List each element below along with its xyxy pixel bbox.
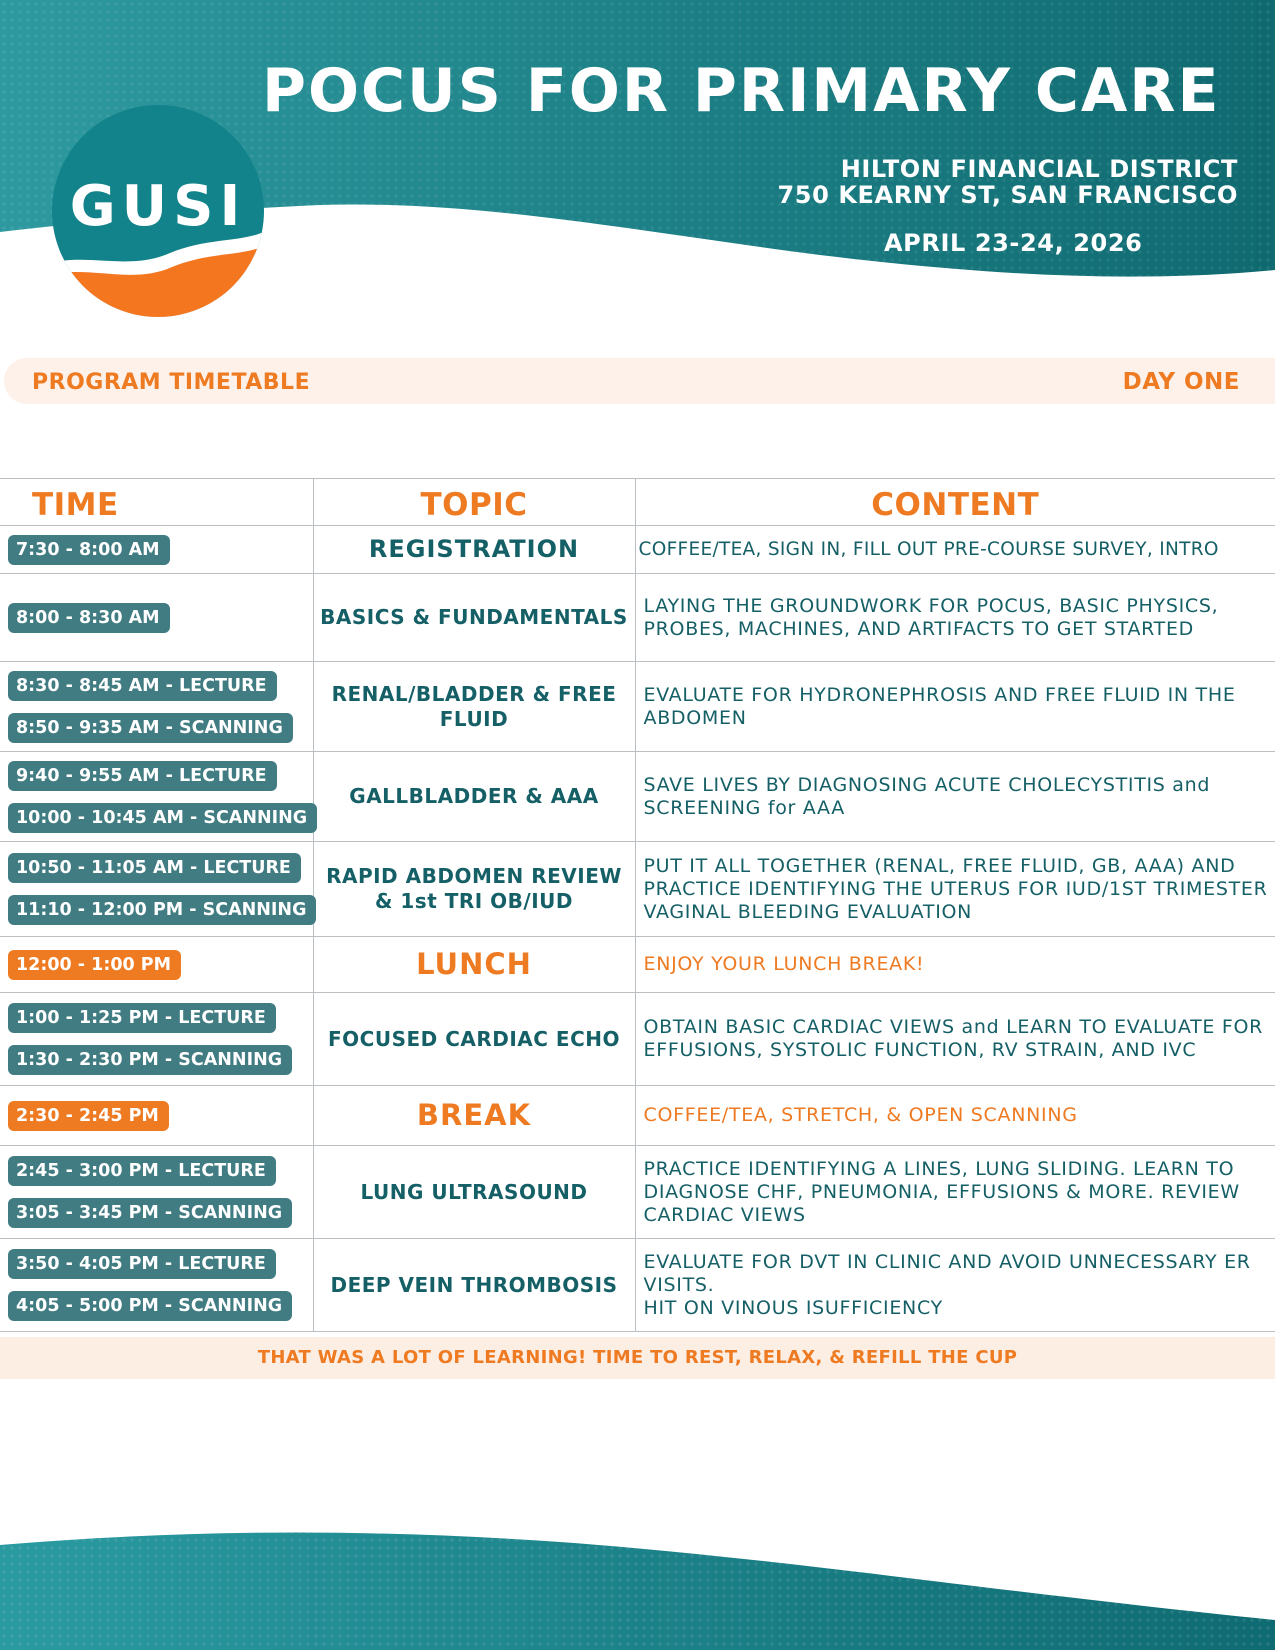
time-slot-badge: 3:05 - 3:45 PM - SCANNING [8, 1198, 292, 1228]
time-slots [8, 1246, 313, 1324]
time-slots [8, 668, 313, 746]
time-slot-badge: 3:50 - 4:05 PM - LECTURE [8, 1249, 276, 1279]
time-slot-badge: 9:40 - 9:55 AM - LECTURE [8, 761, 277, 791]
content-text: ENJOY YOUR LUNCH BREAK! [643, 953, 925, 975]
content-cell [635, 1239, 1275, 1332]
content-text: HIT ON VINOUS ISUFFICIENCY [643, 1296, 943, 1319]
header-content: CONTENT [635, 479, 1275, 526]
content-text: PRACTICE IDENTIFYING A LINES, LUNG SLIDING. LEARN TO DIAGNOSE CHF, PNEUMONIA, EFFUSIONS & MORE. REVIEW CARDIAC VIEWS [643, 1157, 1240, 1226]
content-cell [635, 1086, 1275, 1146]
time-cell [0, 574, 313, 662]
schedule-row [0, 526, 1275, 574]
time-slot-badge: 1:00 - 1:25 PM - LECTURE [8, 1003, 276, 1033]
time-slot-badge: 1:30 - 2:30 PM - SCANNING [8, 1045, 292, 1075]
schedule-row [0, 662, 1275, 752]
topic-cell: DEEP VEIN THROMBOSIS [313, 1239, 635, 1332]
topic-cell: LUNCH [313, 937, 635, 993]
schedule-row [0, 1146, 1275, 1239]
time-slot-badge: 10:00 - 10:45 AM - SCANNING [8, 803, 317, 833]
time-slot-badge: 12:00 - 1:00 PM [8, 950, 181, 980]
content-text: EVALUATE FOR DVT IN CLINIC AND AVOID UNNECESSARY ER VISITS. [643, 1250, 1251, 1296]
topic-cell: RENAL/BLADDER & FREE FLUID [313, 662, 635, 752]
time-cell [0, 842, 313, 937]
content-cell [635, 662, 1275, 752]
schedule-row [0, 993, 1275, 1086]
content-text: PUT IT ALL TOGETHER (RENAL, FREE FLUID, GB, AAA) AND PRACTICE IDENTIFYING THE UTERUS FOR IUD/1ST TRIMESTER VAGINAL BLEEDING EVALUATION [643, 854, 1268, 923]
footer-wave-background [0, 1520, 1275, 1650]
logo-text: GUSI [69, 174, 247, 239]
venue-address [777, 156, 1238, 208]
time-cell [0, 1086, 313, 1146]
time-slot-badge: 2:30 - 2:45 PM [8, 1101, 169, 1131]
topic-cell: BASICS & FUNDAMENTALS [313, 574, 635, 662]
banner-day: DAY ONE [1122, 369, 1240, 395]
page-title: POCUS FOR PRIMARY CARE [262, 56, 1221, 126]
time-slots [8, 947, 313, 983]
time-slot-badge: 8:30 - 8:45 AM - LECTURE [8, 671, 277, 701]
schedule-table [0, 478, 1275, 1332]
time-slot-badge: 11:10 - 12:00 PM - SCANNING [8, 895, 316, 925]
time-cell [0, 937, 313, 993]
venue-street: 750 KEARNY ST, SAN FRANCISCO [777, 181, 1238, 209]
time-slots [8, 1000, 313, 1078]
time-cell [0, 993, 313, 1086]
event-date: APRIL 23-24, 2026 [884, 229, 1143, 257]
time-cell [0, 1239, 313, 1332]
content-text: LAYING THE GROUNDWORK FOR POCUS, BASIC PHYSICS, PROBES, MACHINES, AND ARTIFACTS TO GET STARTED [643, 594, 1219, 640]
content-cell [635, 1146, 1275, 1239]
time-slot-badge: 7:30 - 8:00 AM [8, 535, 170, 565]
time-slots [8, 532, 313, 568]
gusi-logo [50, 103, 266, 323]
schedule-row [0, 842, 1275, 937]
content-text: EVALUATE FOR HYDRONEPHROSIS AND FREE FLUID IN THE ABDOMEN [643, 683, 1236, 729]
time-slot-badge: 4:05 - 5:00 PM - SCANNING [8, 1291, 292, 1321]
content-cell [635, 752, 1275, 842]
topic-cell: RAPID ABDOMEN REVIEW & 1st TRI OB/IUD [313, 842, 635, 937]
time-slots [8, 758, 313, 836]
time-slots [8, 1153, 313, 1231]
schedule-row [0, 574, 1275, 662]
time-cell [0, 526, 313, 574]
content-cell [635, 526, 1275, 574]
content-cell [635, 993, 1275, 1086]
header-topic: TOPIC [313, 479, 635, 526]
content-cell [635, 574, 1275, 662]
closing-message: THAT WAS A LOT OF LEARNING! TIME TO REST, RELAX, & REFILL THE CUP [0, 1337, 1275, 1379]
time-slot-badge: 8:50 - 9:35 AM - SCANNING [8, 713, 293, 743]
content-text: SAVE LIVES BY DIAGNOSING ACUTE CHOLECYSTITIS and SCREENING for AAA [643, 773, 1211, 819]
topic-cell: LUNG ULTRASOUND [313, 1146, 635, 1239]
time-slots [8, 850, 313, 928]
banner-title: PROGRAM TIMETABLE [32, 370, 311, 395]
schedule-row [0, 937, 1275, 993]
schedule-row [0, 1086, 1275, 1146]
content-text: OBTAIN BASIC CARDIAC VIEWS and LEARN TO EVALUATE FOR EFFUSIONS, SYSTOLIC FUNCTION, RV STRAIN, AND IVC [643, 1016, 1264, 1061]
time-slots [8, 1098, 313, 1134]
topic-cell: REGISTRATION [313, 526, 635, 574]
schedule-row [0, 752, 1275, 842]
time-slot-badge: 10:50 - 11:05 AM - LECTURE [8, 853, 301, 883]
topic-cell: FOCUSED CARDIAC ECHO [313, 993, 635, 1086]
topic-cell: BREAK [313, 1086, 635, 1146]
schedule-header-row [0, 479, 1275, 526]
content-text: COFFEE/TEA, SIGN IN, FILL OUT PRE-COURSE SURVEY, INTRO [638, 539, 1219, 560]
header-time: TIME [0, 479, 313, 526]
time-cell [0, 752, 313, 842]
time-slot-badge: 2:45 - 3:00 PM - LECTURE [8, 1156, 276, 1186]
time-slots [8, 600, 313, 636]
time-slot-badge: 8:00 - 8:30 AM [8, 603, 170, 633]
topic-cell: GALLBLADDER & AAA [313, 752, 635, 842]
time-cell [0, 1146, 313, 1239]
time-cell [0, 662, 313, 752]
content-cell [635, 842, 1275, 937]
content-text: COFFEE/TEA, STRETCH, & OPEN SCANNING [643, 1104, 1078, 1126]
venue-name: HILTON FINANCIAL DISTRICT [840, 155, 1238, 183]
program-banner [4, 358, 1275, 404]
content-cell [635, 937, 1275, 993]
schedule-row [0, 1239, 1275, 1332]
